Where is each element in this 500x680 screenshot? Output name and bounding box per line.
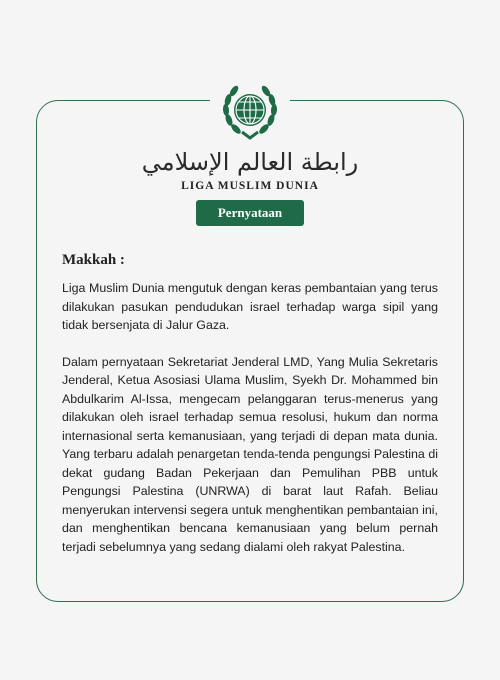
letterhead [0, 64, 500, 226]
arabic-org-name: رابطة العالم الإسلامي [134, 148, 367, 176]
org-name: LIGA MUSLIM DUNIA [181, 180, 319, 192]
statement-body [62, 252, 438, 574]
location-heading: Makkah : [62, 252, 125, 268]
statement-tag: Pernyataan [196, 200, 304, 226]
paragraph-1: Liga Muslim Dunia mengutuk dengan keras pembantaian yang terus dilakukan pasukan pendudukan israel terhadap warga sipil yang tidak bersenjata di Jalur Gaza. [62, 281, 438, 332]
paragraph-2: Dalam pernyataan Sekretariat Jenderal LMD, Yang Mulia Sekretaris Jenderal, Ketua Asosiasi Ulama Muslim, Syekh Dr. Mohammed bin Abdulkarim Al-Issa, mengecam pelanggaran terus-menerus yang dilakukan oleh israel terhadap semua resolusi, hukum dan norma internasional serta kemanusiaan, yang terjadi di depan mata dunia. Yang terbaru adalah penargetan tenda-tenda pengungsi Palestina di dekat gudang Badan Pekerjaan dan Pemulihan PBB untuk Pengungsi Palestina (UNRWA) di barat laut Rafah. Beliau menyerukan intervensi segera untuk menghentikan pembantaian ini, dan menghentikan bencana kemanusiaan yang belum pernah terjadi sebelumnya yang sedang dialami oleh rakyat Palestina. [62, 354, 438, 554]
emblem-icon [210, 64, 290, 142]
